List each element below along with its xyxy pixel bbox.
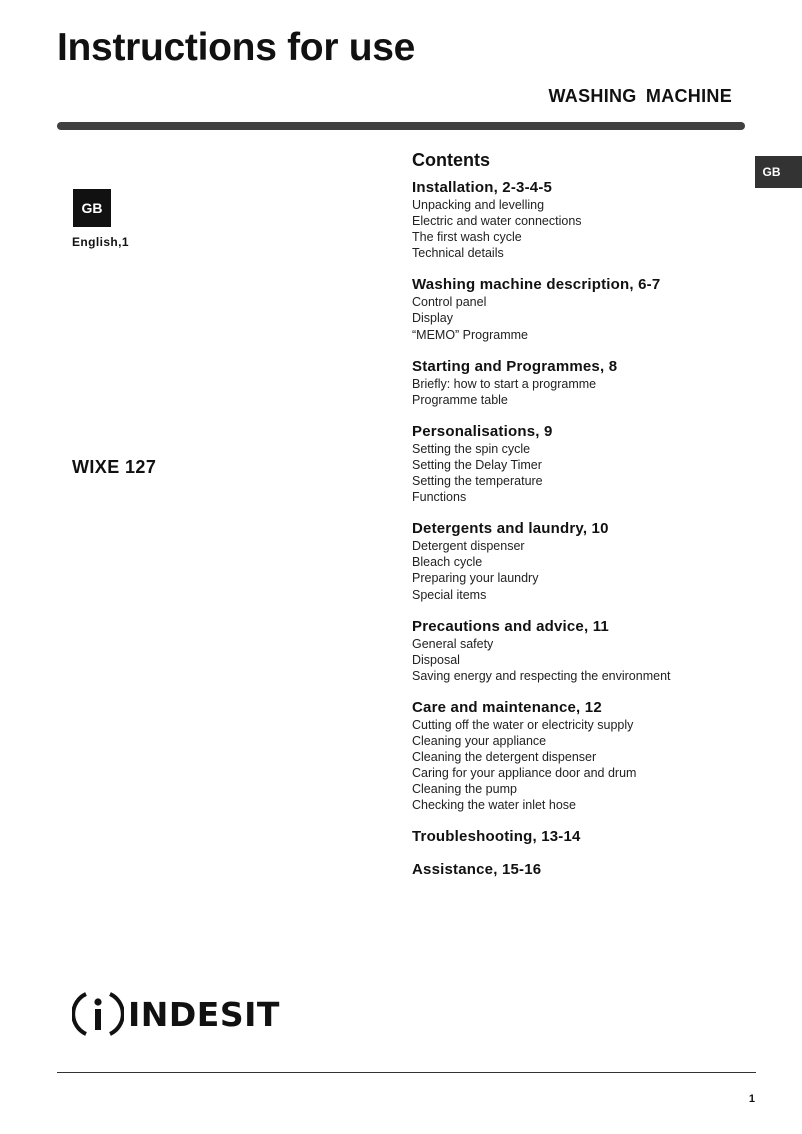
contents-item[interactable]: The first wash cycle xyxy=(412,230,522,245)
contents-item[interactable]: Programme table xyxy=(412,392,508,407)
contents-item[interactable]: Unpacking and levelling xyxy=(412,198,545,212)
contents-section xyxy=(412,423,762,505)
contents-item[interactable]: Caring for your appliance door and drum xyxy=(412,766,637,781)
language-tab[interactable]: GB xyxy=(755,156,802,188)
contents-section-title[interactable]: Troubleshooting, 13-14 xyxy=(412,828,581,846)
header-divider xyxy=(57,122,745,130)
indesit-logo-icon xyxy=(72,990,124,1038)
contents-section-title[interactable]: Installation, 2-3-4-5 xyxy=(412,179,553,196)
brand-name: INDESIT xyxy=(128,994,280,1034)
language-label: English,1 xyxy=(72,235,129,249)
contents-item[interactable]: Functions xyxy=(412,490,467,505)
contents-item[interactable]: Detergent dispenser xyxy=(412,539,525,554)
contents-section xyxy=(412,358,762,408)
contents-item[interactable]: Setting the temperature xyxy=(412,474,543,489)
contents-sections xyxy=(412,179,762,879)
contents-section xyxy=(412,699,762,814)
contents-item[interactable]: Technical details xyxy=(412,246,504,261)
contents-section xyxy=(412,828,762,846)
contents-item[interactable]: Control panel xyxy=(412,295,487,310)
brand-logo xyxy=(72,990,280,1038)
contents-section xyxy=(412,179,762,261)
contents-section-title[interactable]: Washing machine description, 6-7 xyxy=(412,276,661,294)
contents-heading: Contents xyxy=(412,150,490,170)
contents-item[interactable]: Setting the spin cycle xyxy=(412,441,531,456)
contents-section-title[interactable]: Starting and Programmes, 8 xyxy=(412,357,618,375)
contents-item[interactable]: Cleaning the detergent dispenser xyxy=(412,750,597,765)
footer-divider xyxy=(57,1072,756,1073)
contents-item[interactable]: Saving energy and respecting the environment xyxy=(412,668,671,683)
contents-item[interactable]: Briefly: how to start a programme xyxy=(412,376,597,391)
contents-section-title[interactable]: Personalisations, 9 xyxy=(412,422,553,440)
model-number: WIXE 127 xyxy=(72,457,157,477)
product-type: WASHING MACHINE xyxy=(548,86,732,106)
contents-item[interactable]: Electric and water connections xyxy=(412,214,582,229)
contents-section xyxy=(412,861,762,879)
contents-section xyxy=(412,276,762,342)
contents-item[interactable]: Display xyxy=(412,311,453,326)
language-badge: GB xyxy=(73,189,111,227)
contents-item[interactable]: Checking the water inlet hose xyxy=(412,798,576,813)
contents-item[interactable]: Bleach cycle xyxy=(412,555,483,570)
contents-item[interactable]: General safety xyxy=(412,636,494,651)
contents-section-title[interactable]: Detergents and laundry, 10 xyxy=(412,520,609,538)
contents-item[interactable]: “MEMO” Programme xyxy=(412,327,528,342)
contents-item[interactable]: Cleaning your appliance xyxy=(412,733,547,748)
contents-section xyxy=(412,520,762,602)
page-number: 1 xyxy=(748,1093,755,1105)
contents-section-title[interactable]: Care and maintenance, 12 xyxy=(412,698,602,716)
page-title: Instructions for use xyxy=(57,26,416,69)
contents-item[interactable]: Setting the Delay Timer xyxy=(412,457,542,472)
contents-section xyxy=(412,618,762,684)
contents-item[interactable]: Cleaning the pump xyxy=(412,782,517,797)
contents-section-title[interactable]: Assistance, 15-16 xyxy=(412,861,542,879)
contents-item[interactable]: Disposal xyxy=(412,652,460,667)
contents-item[interactable]: Cutting off the water or electricity supply xyxy=(412,717,634,732)
contents-item[interactable]: Preparing your laundry xyxy=(412,571,539,586)
contents-item[interactable]: Special items xyxy=(412,587,487,602)
table-of-contents xyxy=(412,149,762,894)
contents-section-title[interactable]: Precautions and advice, 11 xyxy=(412,617,609,635)
